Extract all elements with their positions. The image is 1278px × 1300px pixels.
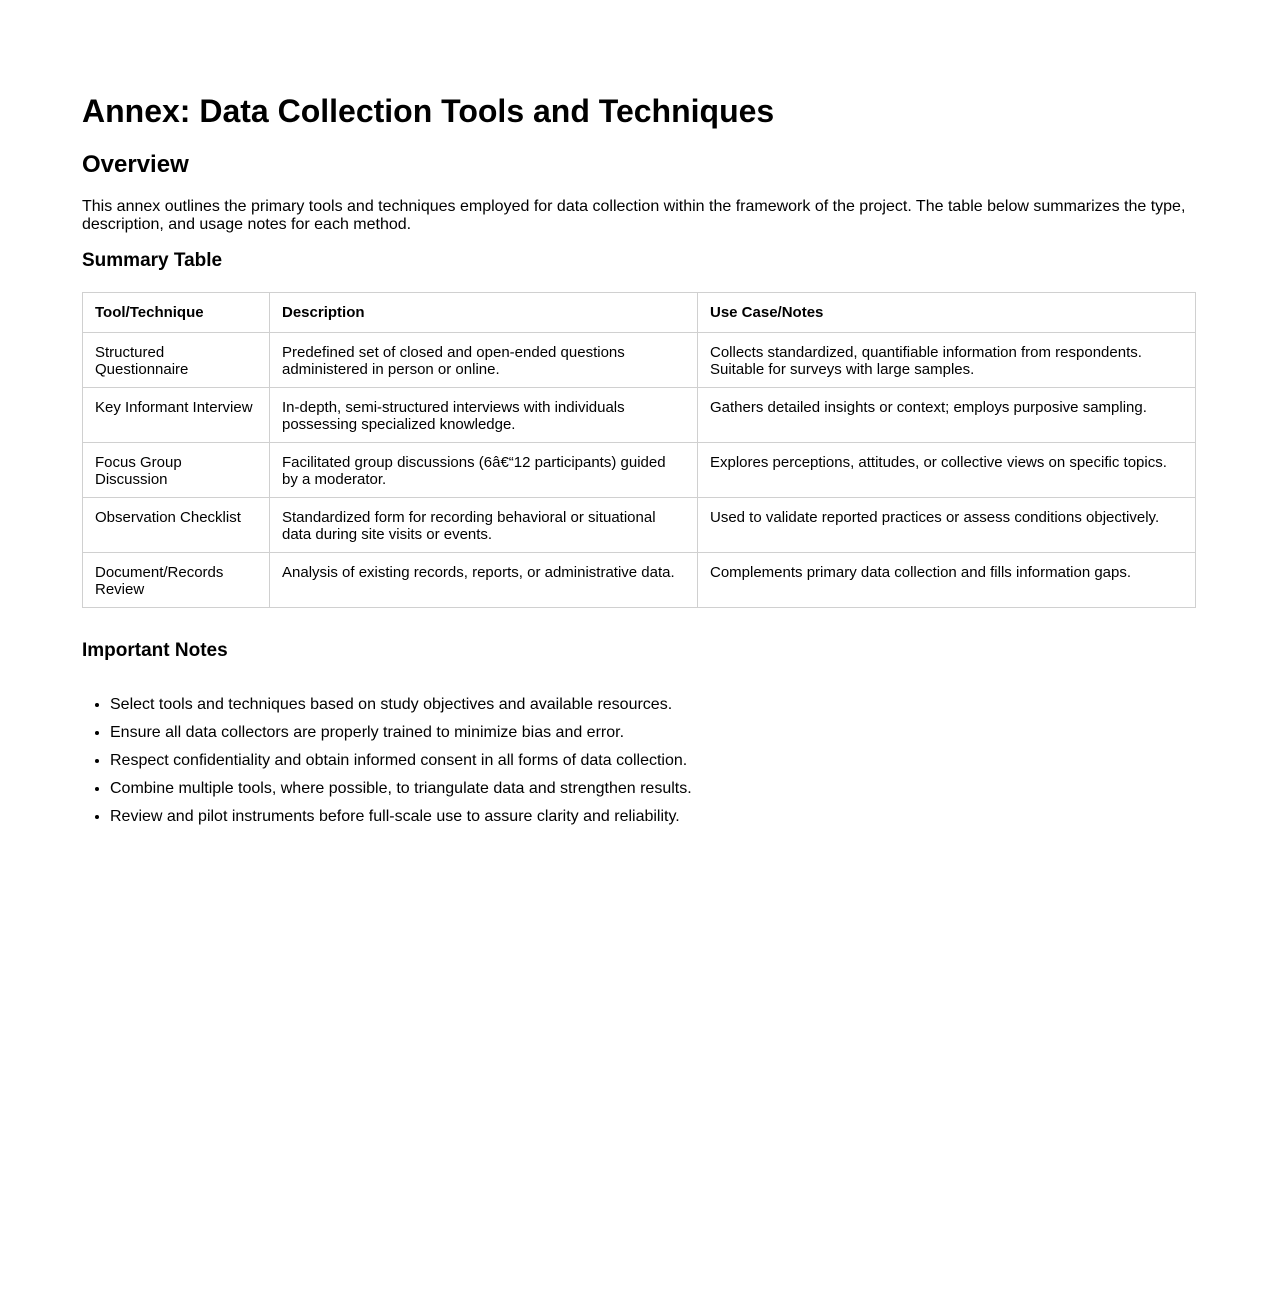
use-case-cell: Explores perceptions, attitudes, or collective views on specific topics. xyxy=(698,443,1196,498)
tool-cell: Observation Checklist xyxy=(83,498,270,553)
table-row xyxy=(83,333,1196,388)
description-cell: Standardized form for recording behavioral or situational data during site visits or events. xyxy=(270,498,698,553)
use-case-cell: Collects standardized, quantifiable information from respondents. Suitable for surveys with large samples. xyxy=(698,333,1196,388)
list-item: • Select tools and techniques based on study objectives and available resources. xyxy=(110,696,1196,714)
description-cell: Predefined set of closed and open-ended questions administered in person or online. xyxy=(270,333,698,388)
list-item: • Review and pilot instruments before full-scale use to assure clarity and reliability. xyxy=(110,808,1196,826)
overview-text: This annex outlines the primary tools and techniques employed for data collection within the framework of the project. The table below summarizes the type, description, and usage notes for each method. xyxy=(82,198,1186,233)
important-notes-heading: Important Notes xyxy=(82,640,228,661)
list-item: • Combine multiple tools, where possible, to triangulate data and strengthen results. xyxy=(110,780,1196,798)
overview-heading: Overview xyxy=(82,151,189,178)
description-cell: In-depth, semi-structured interviews with individuals possessing specialized knowledge. xyxy=(270,388,698,443)
description-cell: Analysis of existing records, reports, or administrative data. xyxy=(270,553,698,608)
tool-cell: Key Informant Interview xyxy=(83,388,270,443)
tool-cell: Document/Records Review xyxy=(83,553,270,608)
use-case-cell: Used to validate reported practices or assess conditions objectively. xyxy=(698,498,1196,553)
list-item: • Ensure all data collectors are properly trained to minimize bias and error. xyxy=(110,724,1196,742)
tool-cell: Focus Group Discussion xyxy=(83,443,270,498)
column-header-use-case: Use Case/Notes xyxy=(698,293,1196,333)
table-row xyxy=(83,553,1196,608)
use-case-cell: Complements primary data collection and fills information gaps. xyxy=(698,553,1196,608)
description-cell: Facilitated group discussions (6â€“12 participants) guided by a moderator. xyxy=(270,443,698,498)
column-header-description: Description xyxy=(270,293,698,333)
table-header-row xyxy=(83,293,1196,333)
tool-cell: Structured Questionnaire xyxy=(83,333,270,388)
table-row xyxy=(83,498,1196,553)
page-title: Annex: Data Collection Tools and Techniques xyxy=(82,93,775,129)
use-case-cell: Gathers detailed insights or context; employs purposive sampling. xyxy=(698,388,1196,443)
list-item: • Respect confidentiality and obtain informed consent in all forms of data collection. xyxy=(110,752,1196,770)
table-row xyxy=(83,443,1196,498)
column-header-tool: Tool/Technique xyxy=(83,293,270,333)
notes-list xyxy=(82,696,1196,826)
summary-table xyxy=(82,292,1196,608)
summary-table-heading: Summary Table xyxy=(82,250,223,271)
table-row xyxy=(83,388,1196,443)
